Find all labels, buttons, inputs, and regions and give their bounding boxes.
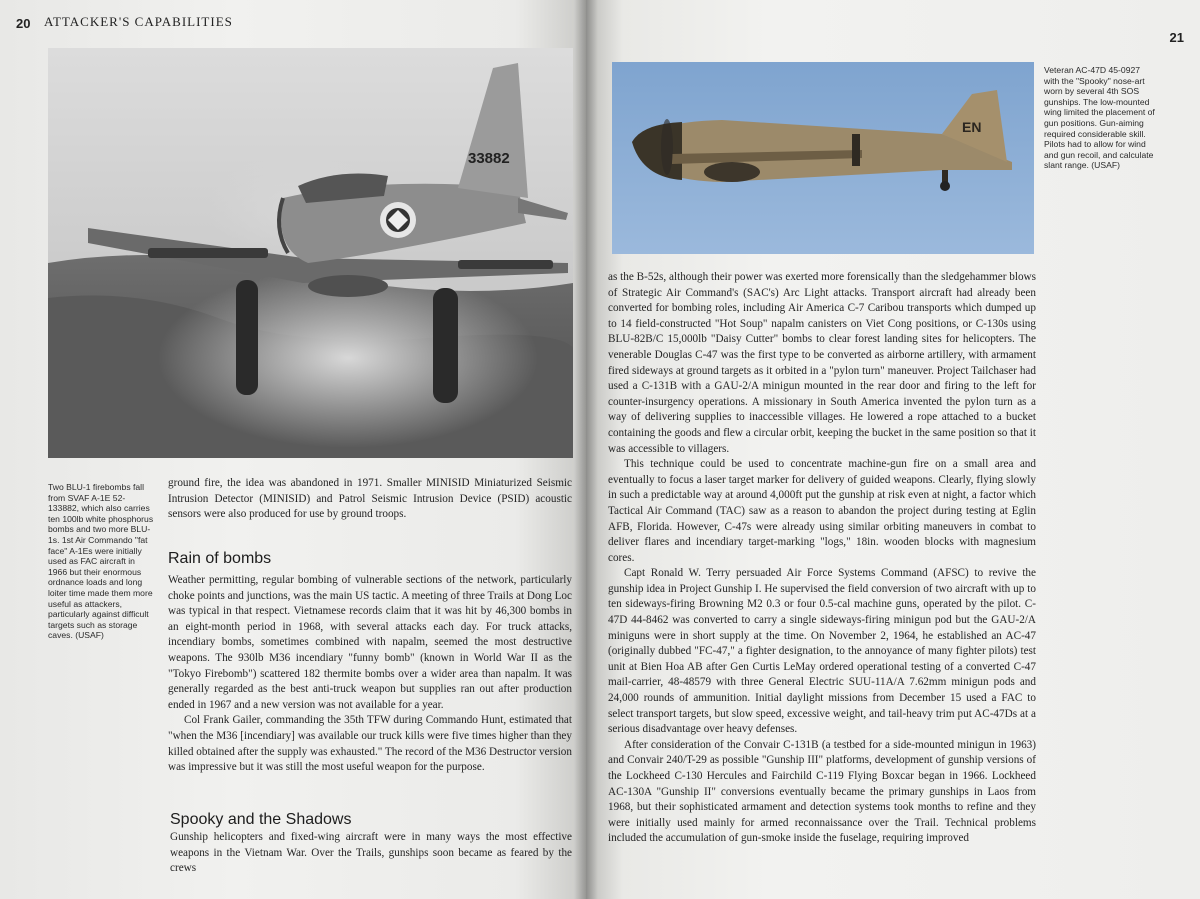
bombs-paragraph-1: Weather permitting, regular bombing of vulnerable sections of the network, particularly choke points and junctions, was the main US tactic. A meeting of three Trails at Dong Loc was typical in that respect. Vietnamese records claim that it was hit by 46,300 bombs in an eight-month period in 1968, with several attacks each day. For truck attacks, incendiary bombs, sometimes combined with napalm, seemed the most destructive weapons. The 930lb M36 incendiary "funny bomb" (known in World War II as the "Tokyo Firebomb") scattered 182 thermite bombs over a wider area than napalm. It was generally regarded as the best anti-truck weapon but supplies ran out after production ended in 1967 and a new version was not available for a year. bbox=[168, 574, 572, 711]
heading-spooky-and-shadows: Spooky and the Shadows bbox=[170, 811, 352, 828]
tail-code-text: EN bbox=[962, 119, 982, 135]
right-paragraph-4: After consideration of the Convair C-131B (a testbed for a side-mounted minigun in 1963) and Convair 240/T-29 as possible "Gunship III" platforms, development of gunship versions of the Lockheed C-130 Hercules and Fairchild C-119 Flying Boxcar began in 1966. Lockheed AC-130A "Gunship II" conversions eventually became the primary gunships in Laos from 1968, but their sophisticated armament and detection systems took months to refine and they were initially used mainly for armed reconnaissance over the Trail. Technical problems included the accumulation of gun-smoke inside the fuselage, requiring improved bbox=[608, 738, 1036, 845]
heading-rain-of-bombs: Rain of bombs bbox=[168, 550, 272, 567]
a1e-firebomb-photo bbox=[48, 48, 573, 458]
spooky-text bbox=[170, 830, 572, 877]
right-page bbox=[586, 0, 1200, 899]
left-page bbox=[0, 0, 586, 899]
bombs-paragraph-2: Col Frank Gailer, commanding the 35th TFW during Commando Hunt, estimated that "when the M36 [incendiary] was available our truck kills were five times higher than they killed obtained after the supply was exhausted." The record of the M36 Destructor version was impressive but it was still the most useful weapon for the purpose. bbox=[168, 714, 572, 774]
ac47-photo-illustration bbox=[612, 62, 1034, 254]
left-running-title: ATTACKER'S CAPABILITIES bbox=[44, 14, 233, 29]
left-photo-caption: Two BLU-1 firebombs fall from SVAF A-1E 52-133882, which also carries ten 100lb white phosphorus bombs and two more BLU-1s. 1st Air Commando "fat face" A-1Es were initially used as FAC aircraft in 1966 but their enormous ordnance loads and long loiter time made them more useful as attackers, particularly against difficult targets such as storage caves. (USAF) bbox=[48, 482, 154, 641]
spooky-paragraph: Gunship helicopters and fixed-wing aircraft were in many ways the most effective weapons in the Vietnam War. Over the Trails, gunships soon became as feared by the crews bbox=[170, 831, 572, 875]
left-intro-text bbox=[168, 476, 572, 523]
intro-paragraph: ground fire, the idea was abandoned in 1971. Smaller MINISID Miniaturized Seismic Intrusion Detector (MINISID) and Patrol Seismic Intrusion Device (PSID) acoustic sensors were also produced for use by ground troops. bbox=[168, 477, 572, 521]
right-photo-caption: Veteran AC-47D 45-0927 with the "Spooky" nose-art worn by several 4th SOS gunships. The low-mounted wing limited the placement of gun positions. Gun-aiming required considerable skill. Pilots had to allow for wind and gun recoil, and calculate slant range. (USAF) bbox=[1044, 65, 1155, 171]
a1e-photo-illustration bbox=[48, 48, 573, 458]
ac47-spooky-photo bbox=[612, 62, 1034, 254]
left-folio: 20 bbox=[16, 16, 31, 31]
rain-of-bombs-text bbox=[168, 573, 572, 776]
right-folio: 21 bbox=[1169, 30, 1184, 45]
book-gutter bbox=[574, 0, 598, 899]
tail-serial-text: 33882 bbox=[468, 150, 510, 167]
right-paragraph-1: as the B-52s, although their power was exerted more forensically than the sledgehammer blows of Strategic Air Command's (SAC's) Arc Light attacks. Transport aircraft had already been converted for bombing roles, including Air America C-7 Caribou transports which dumped up to 14 field-constructed "Hot Soup" napalm canisters on Viet Cong positions, or C-130s using BLU-82B/C 15,000lb "Daisy Cutter" bombs to clear forest landing sites for helicopters. The venerable Douglas C-47 was the first type to be converted as airborne artillery, with armament fired sideways at ground targets as it orbited in a "pylon turn" maneuver. Project Tailchaser had used a C-131B with a GAU-2/A minigun mounted in the rear door and firing to the left for counter-insurgency operations. A missionary in South America invented the pylon turn as a way of delivering supplies to inaccessible villages. He lowered a rope attached to a bucket containing the goods and flew a circular orbit, keeping the bucket in the same position so that it was accessible to villagers. bbox=[608, 271, 1036, 455]
right-column-text bbox=[608, 270, 1036, 847]
right-paragraph-2: This technique could be used to concentrate machine-gun fire on a small area and eventually to focus a laser target marker for delivery of guided weapons. Clearly, flying slowly in such a predictable way at around 4,000ft put the gunship at risk even at night, a factor which Tactical Air Command (TAC) saw as a reason to abandon the project during testing at Eglin AFB, Florida. However, C-47s were already using similar orbiting maneuvers in combat to deliver flares and incendiary target-marking "logs," 18in. wooden blocks with magnesium cores. bbox=[608, 458, 1036, 564]
right-paragraph-3: Capt Ronald W. Terry persuaded Air Force Systems Command (AFSC) to revive the gunship idea in Project Gunship I. He supervised the field conversion of two aircraft with up to ten sideways-firing Browning M2 0.3 or four 0.5-cal machine guns, operated by the pilot. C-47D 44-8462 was converted to carry a single sideways-firing minigun pod but the GAU-2/A miniguns were in short supply at the time. On November 2, 1964, he established an AC-47 (originally dubbed "FC-47," a fighter designation, to the annoyance of many fighter pilots) test unit at Bien Hoa AB after Gen Curtis LeMay ordered operational testing of a converted C-47 mail-carrier, 48-48579 with three General Electric SUU-11A/A 7.62mm minigun pods and 24,000 rounds of ammunition. Initial daylight missions from December 15 used a FAC to select transport targets, but slow speed, excessive weight, and tail-heavy trim put AC-47Ds at a serious disadvantage over heavy defenses. bbox=[608, 567, 1036, 736]
